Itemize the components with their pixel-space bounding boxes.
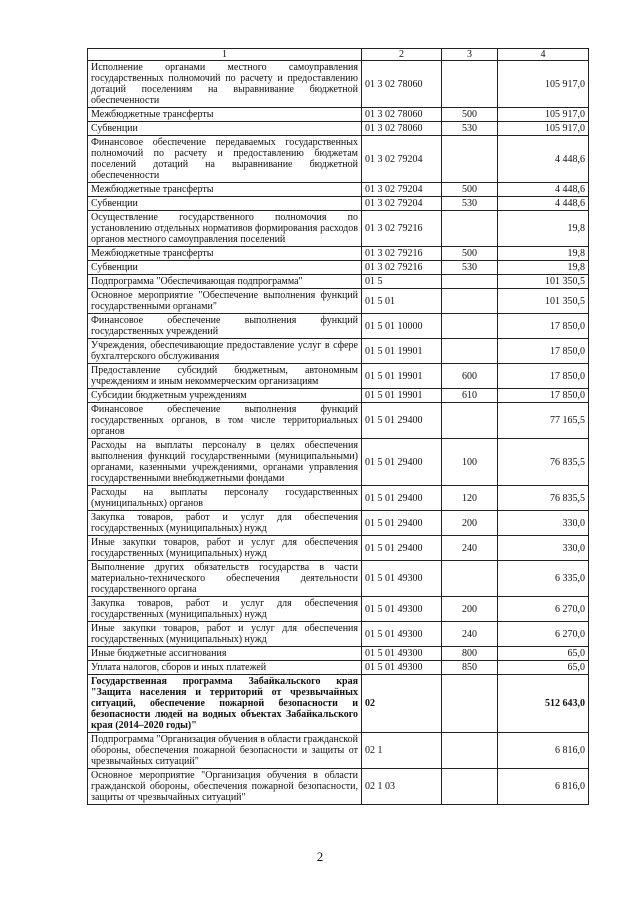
- row-name-cell: Субвенции: [88, 122, 362, 136]
- row-amount-cell: 330,0: [498, 511, 589, 536]
- column-header: 4: [498, 49, 589, 61]
- table-row: [88, 122, 589, 136]
- row-name-cell: Межбюджетные трансферты: [88, 183, 362, 197]
- table-header-row: [88, 49, 589, 61]
- row-type-cell: 500: [442, 183, 498, 197]
- row-amount-cell: 77 165,5: [498, 403, 589, 439]
- row-code-cell: 01 3 02 79216: [362, 261, 442, 275]
- row-name-cell: Иные бюджетные ассигнования: [88, 647, 362, 661]
- table-row: [88, 536, 589, 561]
- table-row: [88, 733, 589, 769]
- row-name-cell: Государственная программа Забайкальского края "Защита населения и территорий от чрезвычайных ситуаций, обеспечение пожарной безопасности и безопасности людей на водных объектах Забайкальского края (2014–2020 годы)": [88, 675, 362, 733]
- table-row: [88, 108, 589, 122]
- row-amount-cell: 330,0: [498, 536, 589, 561]
- row-amount-cell: 105 917,0: [498, 108, 589, 122]
- table-row: [88, 211, 589, 247]
- row-name-cell: Подпрограмма "Обеспечивающая подпрограмма": [88, 275, 362, 289]
- row-type-cell: [442, 561, 498, 597]
- table-row: [88, 275, 589, 289]
- row-code-cell: 02 1: [362, 733, 442, 769]
- row-amount-cell: 4 448,6: [498, 197, 589, 211]
- row-type-cell: 800: [442, 647, 498, 661]
- row-name-cell: Осуществление государственного полномочия по установлению отдельных нормативов формирования расходов органов местного самоуправления поселений: [88, 211, 362, 247]
- table-row: [88, 247, 589, 261]
- table-row: [88, 403, 589, 439]
- row-type-cell: [442, 275, 498, 289]
- row-code-cell: 01 5 01 49300: [362, 661, 442, 675]
- row-type-cell: 530: [442, 122, 498, 136]
- row-name-cell: Закупка товаров, работ и услуг для обеспечения государственных (муниципальных) нужд: [88, 597, 362, 622]
- row-amount-cell: 6 816,0: [498, 769, 589, 805]
- row-amount-cell: 65,0: [498, 661, 589, 675]
- row-amount-cell: 65,0: [498, 647, 589, 661]
- row-name-cell: Исполнение органами местного самоуправления государственных полномочий по расчету и предоставлению дотаций поселениям на выравнивание бюджетной обеспеченности: [88, 61, 362, 108]
- row-type-cell: 600: [442, 364, 498, 389]
- row-code-cell: 01 3 02 79204: [362, 183, 442, 197]
- row-code-cell: 01 3 02 79204: [362, 136, 442, 183]
- table-row: [88, 136, 589, 183]
- table-row: [88, 439, 589, 486]
- row-name-cell: Основное мероприятие "Организация обучения в области гражданской обороны, обеспечения пожарной безопасности, защиты от чрезвычайных ситуаций": [88, 769, 362, 805]
- row-amount-cell: 105 917,0: [498, 61, 589, 108]
- row-type-cell: [442, 136, 498, 183]
- row-code-cell: 01 5 01 19901: [362, 339, 442, 364]
- row-name-cell: Межбюджетные трансферты: [88, 108, 362, 122]
- row-amount-cell: 17 850,0: [498, 389, 589, 403]
- row-type-cell: [442, 339, 498, 364]
- row-code-cell: 01 5 01 49300: [362, 622, 442, 647]
- row-amount-cell: 6 816,0: [498, 733, 589, 769]
- table-row: [88, 675, 589, 733]
- row-code-cell: 01 5 01 49300: [362, 647, 442, 661]
- row-type-cell: [442, 733, 498, 769]
- table-row: [88, 561, 589, 597]
- row-name-cell: Субвенции: [88, 197, 362, 211]
- column-header: 2: [362, 49, 442, 61]
- table-row: [88, 647, 589, 661]
- row-name-cell: Основное мероприятие "Обеспечение выполнения функций государственными органами": [88, 289, 362, 314]
- row-type-cell: 240: [442, 622, 498, 647]
- row-type-cell: [442, 61, 498, 108]
- row-amount-cell: 101 350,5: [498, 289, 589, 314]
- row-type-cell: 530: [442, 261, 498, 275]
- row-name-cell: Подпрограмма "Организация обучения в области гражданской обороны, обеспечения пожарной безопасности и защиты от чрезвычайных ситуаций": [88, 733, 362, 769]
- row-code-cell: 01 5 01 29400: [362, 486, 442, 511]
- row-type-cell: [442, 289, 498, 314]
- row-code-cell: 01 5 01 10000: [362, 314, 442, 339]
- row-code-cell: 01 5 01 49300: [362, 597, 442, 622]
- column-header: 1: [88, 49, 362, 61]
- table-row: [88, 486, 589, 511]
- row-code-cell: 01 5 01 29400: [362, 536, 442, 561]
- row-type-cell: 120: [442, 486, 498, 511]
- table-row: [88, 769, 589, 805]
- row-code-cell: 01 3 02 79216: [362, 247, 442, 261]
- row-amount-cell: 19,8: [498, 211, 589, 247]
- row-code-cell: 01 3 02 78060: [362, 122, 442, 136]
- table-row: [88, 661, 589, 675]
- row-type-cell: [442, 314, 498, 339]
- row-amount-cell: 101 350,5: [498, 275, 589, 289]
- row-name-cell: Предоставление субсидий бюджетным, автономным учреждениям и иным некоммерческим организациям: [88, 364, 362, 389]
- table-row: [88, 364, 589, 389]
- row-amount-cell: 6 270,0: [498, 597, 589, 622]
- table-row: [88, 597, 589, 622]
- row-type-cell: 100: [442, 439, 498, 486]
- table-row: [88, 314, 589, 339]
- row-code-cell: 01 5 01 29400: [362, 511, 442, 536]
- row-type-cell: [442, 769, 498, 805]
- row-code-cell: 01 5 01: [362, 289, 442, 314]
- row-name-cell: Расходы на выплаты персоналу государственных (муниципальных) органов: [88, 486, 362, 511]
- row-type-cell: 200: [442, 597, 498, 622]
- row-amount-cell: 17 850,0: [498, 364, 589, 389]
- row-code-cell: 01 3 02 79216: [362, 211, 442, 247]
- column-header: 3: [442, 49, 498, 61]
- row-code-cell: 01 5 01 19901: [362, 389, 442, 403]
- table-row: [88, 261, 589, 275]
- row-name-cell: Субсидии бюджетным учреждениям: [88, 389, 362, 403]
- row-name-cell: Выполнение других обязательств государства в части материально-технического обеспечения деятельности государственного органа: [88, 561, 362, 597]
- table-row: [88, 511, 589, 536]
- row-amount-cell: 17 850,0: [498, 339, 589, 364]
- row-code-cell: 02: [362, 675, 442, 733]
- row-code-cell: 01 5 01 29400: [362, 439, 442, 486]
- row-amount-cell: 17 850,0: [498, 314, 589, 339]
- row-name-cell: Финансовое обеспечение передаваемых государственных полномочий по расчету и предоставлению бюджетам поселений дотаций на выравнивание бюджетной обеспеченности: [88, 136, 362, 183]
- row-amount-cell: 6 270,0: [498, 622, 589, 647]
- row-amount-cell: 105 917,0: [498, 122, 589, 136]
- row-type-cell: 240: [442, 536, 498, 561]
- row-type-cell: 200: [442, 511, 498, 536]
- row-amount-cell: 4 448,6: [498, 136, 589, 183]
- row-code-cell: 02 1 03: [362, 769, 442, 805]
- row-name-cell: Расходы на выплаты персоналу в целях обеспечения выполнения функций государственными (муниципальными) органами, казенными учреждениями, органами управления государственными внебюджетными фондами: [88, 439, 362, 486]
- row-code-cell: 01 5: [362, 275, 442, 289]
- row-type-cell: [442, 675, 498, 733]
- table-row: [88, 61, 589, 108]
- row-name-cell: Межбюджетные трансферты: [88, 247, 362, 261]
- row-amount-cell: 76 835,5: [498, 486, 589, 511]
- row-amount-cell: 512 643,0: [498, 675, 589, 733]
- row-code-cell: 01 5 01 19901: [362, 364, 442, 389]
- row-name-cell: Финансовое обеспечение выполнения функций государственных учреждений: [88, 314, 362, 339]
- table-row: [88, 197, 589, 211]
- row-type-cell: 850: [442, 661, 498, 675]
- row-type-cell: 500: [442, 247, 498, 261]
- table-row: [88, 339, 589, 364]
- row-code-cell: 01 5 01 49300: [362, 561, 442, 597]
- row-code-cell: 01 3 02 78060: [362, 108, 442, 122]
- row-amount-cell: 76 835,5: [498, 439, 589, 486]
- row-amount-cell: 6 335,0: [498, 561, 589, 597]
- row-amount-cell: 19,8: [498, 261, 589, 275]
- row-name-cell: Финансовое обеспечение выполнения функций государственных органов, в том числе территориальных органов: [88, 403, 362, 439]
- row-code-cell: 01 3 02 79204: [362, 197, 442, 211]
- row-amount-cell: 4 448,6: [498, 183, 589, 197]
- row-code-cell: 01 5 01 29400: [362, 403, 442, 439]
- row-type-cell: [442, 211, 498, 247]
- table-row: [88, 622, 589, 647]
- page-number: 2: [316, 849, 324, 864]
- row-name-cell: Закупка товаров, работ и услуг для обеспечения государственных (муниципальных) нужд: [88, 511, 362, 536]
- row-type-cell: [442, 403, 498, 439]
- row-type-cell: 610: [442, 389, 498, 403]
- row-name-cell: Субвенции: [88, 261, 362, 275]
- row-type-cell: 530: [442, 197, 498, 211]
- table-row: [88, 289, 589, 314]
- table-row: [88, 183, 589, 197]
- row-name-cell: Иные закупки товаров, работ и услуг для обеспечения государственных (муниципальных) нужд: [88, 536, 362, 561]
- row-amount-cell: 19,8: [498, 247, 589, 261]
- row-code-cell: 01 3 02 78060: [362, 61, 442, 108]
- row-name-cell: Учреждения, обеспечивающие предоставление услуг в сфере бухгалтерского обслуживания: [88, 339, 362, 364]
- row-type-cell: 500: [442, 108, 498, 122]
- table-row: [88, 389, 589, 403]
- budget-table: [87, 48, 589, 805]
- row-name-cell: Уплата налогов, сборов и иных платежей: [88, 661, 362, 675]
- row-name-cell: Иные закупки товаров, работ и услуг для обеспечения государственных (муниципальных) нужд: [88, 622, 362, 647]
